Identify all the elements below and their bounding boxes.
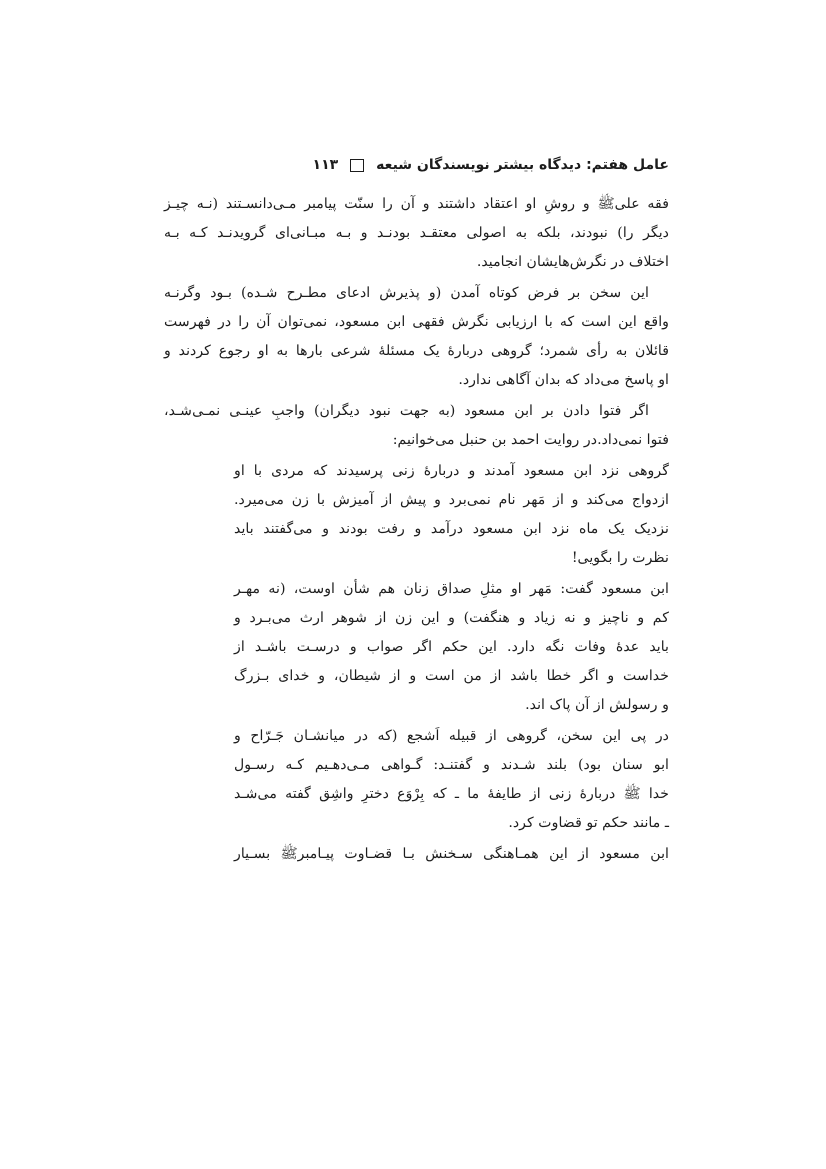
- text-line: اگر فتوا دادن بر ابن مسعود (به جهت نبود دیگران) واجبِ عینـی نمـی‌شـد،: [164, 403, 649, 419]
- quote-line: خداست و اگر خطا باشد از من است و از شیطان، و خدای بـزرگ: [234, 668, 669, 684]
- paragraph-continued: [164, 426, 669, 455]
- block-quote: [234, 457, 669, 573]
- quote-line: ـ مانند حکم تو قضاوت کرد.: [508, 815, 669, 831]
- quote-line: کم و ناچیز و نه زیاد و هنگفت) و این زن از شوهر ارث می‌بـرد و: [234, 610, 669, 626]
- block-quote: [234, 840, 669, 869]
- quote-line: نظرت را بگویی!: [571, 550, 669, 566]
- book-page: [164, 150, 669, 871]
- text-line: اختلاف در نگرش‌هایشان انجامید.: [476, 254, 669, 270]
- quote-line: ابن مسعود گفت: مَهر او مثلِ صداق زنان هم شأن اوست، (نه مهـر: [234, 581, 669, 597]
- paragraph-continued: [164, 308, 669, 395]
- paragraph: [164, 279, 669, 308]
- running-header: [164, 150, 669, 180]
- quote-line: گروهی نزد ابن مسعود آمدند و دربارۀ زنی پرسیدند که مردی با او: [234, 463, 669, 479]
- quote-line: ابن مسعود از این همـاهنگی سـخنش بـا قضـاوت پیـامبرﷺ بسـیار: [234, 846, 669, 862]
- quote-line: و رسولش از آن پاک اند.: [525, 697, 669, 713]
- text-line: فتوا نمی‌داد.در روایت احمد بن حنبل می‌خوانیم:: [392, 432, 669, 448]
- text-line: قائلان به رأی شمرد؛ گروهی دربارۀ یک مسئلۀ شرعی بارها به او رجوع کردند و: [164, 343, 669, 359]
- paragraph: [164, 190, 669, 277]
- text-line: دیگر را) نبودند، بلکه به اصولی معتقـد بودنـد و بـه مبـانی‌ای گرویدنـد کـه بـه: [164, 225, 669, 241]
- quote-line: خدا ﷺ دربارۀ زنی از طایفۀ ما ـ که بِرْوَع دخترِ واشِق گفته می‌شـد: [234, 786, 669, 802]
- quote-line: در پی این سخن، گروهی از قبیله اَشجع (که در میانشـان جَـرّاح و: [234, 728, 669, 744]
- quote-line: ازدواج می‌کند و از مَهر نام نمی‌برد و پیش از آمیزش با زن می‌میرد.: [234, 492, 669, 508]
- text-line: او پاسخ می‌داد که بدان آگاهی ندارد.: [458, 372, 669, 388]
- chapter-title: عامل هفتم: دیدگاه بیشتر نویسندگان شیعه: [376, 157, 669, 173]
- paragraph: [164, 397, 669, 426]
- page-number: ۱۱۳: [312, 157, 339, 173]
- quote-line: باید عدۀ وفات نگه دارد. این حکم اگر صواب و درسـت باشـد از: [234, 639, 669, 655]
- text-line: واقع این است که با ارزیابی نگرش فقهی ابن مسعود، نمی‌توان آن را در فهرست: [164, 314, 669, 330]
- quote-line: ابو سنان بود) بلند شـدند و گفتنـد: گـواهی مـی‌دهـیم کـه رسـول: [234, 757, 669, 773]
- text-line: فقه علیﷺ و روشِ او اعتقاد داشتند و آن را سنّت پیامبر مـی‌دانسـتند (نـه چیـز: [164, 196, 669, 212]
- square-ornament-icon: [350, 159, 364, 172]
- text-line: این سخن بر فرض کوتاه آمدن (و پذیرش ادعای مطـرح شـده) بـود وگرنـه: [164, 285, 649, 301]
- block-quote: [234, 575, 669, 720]
- quote-line: نزدیک یک ماه نزد ابن مسعود درآمد و رفت بودند و می‌گفتند باید: [234, 521, 669, 537]
- block-quote: [234, 722, 669, 838]
